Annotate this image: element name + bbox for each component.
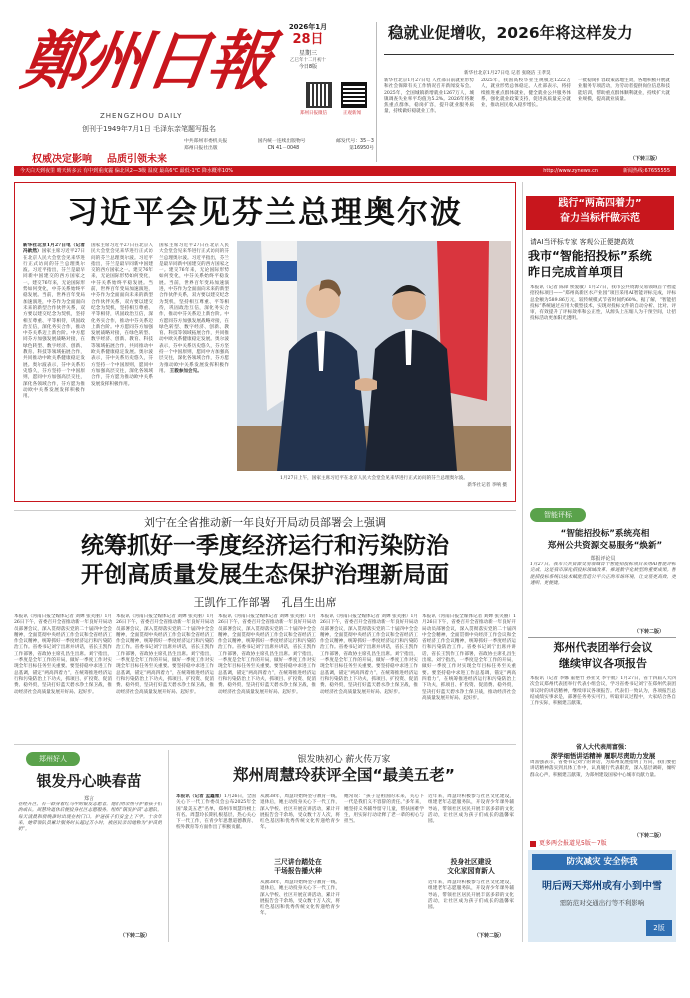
cn-number: CN 41－0048 (267, 146, 300, 151)
slogan (32, 150, 167, 165)
bottom-mid-sub2: 干场报告播火种 (274, 867, 322, 875)
qr-code-2 (341, 82, 367, 108)
cn-label: 国内统一连续出版物号 (257, 139, 306, 144)
lead-title: 习近平会见芬兰总理奥尔波 (67, 195, 463, 231)
founded-date: 创刊于1949年7月1日 (82, 125, 151, 133)
bottom-right-tag (532, 854, 672, 870)
founded-line (82, 124, 216, 134)
publisher: 中共郑州市委机关报 (184, 139, 228, 144)
right-news2-title (528, 640, 678, 672)
lead-photo (237, 241, 511, 471)
right-body: 本报讯（记者 陈锋 侯爱敏）1月27日，我市公共资源交易领域首个智能招投标项目——“郑州高新区水产业园”项目采用AI智能评标完成，评标总金额为589.86万元，较传统模式节省时间约60%。据了解，“智能招投标”系统通过应用大模型技术，实现对投标文件的自动分析、比对、评审，有效提升了评标效率和公正性，从源头上压缩人为干预空间，让招投标活动更加阳光透明。 (530, 285, 676, 322)
banner-line-1: 践行“两高四着力” (558, 198, 642, 209)
weather-strip (14, 166, 676, 176)
slogan-1: 权威决定影响 (32, 154, 92, 165)
right-sub-tag-text: 智能评标 (544, 511, 572, 519)
bottom-left-divider (168, 750, 169, 942)
mid-title-2: 开创高质量发展生态保护治理新局面 (81, 562, 449, 588)
bottom-left-more: （下转二版） (120, 933, 151, 939)
page-number-badge: 2版 (646, 920, 672, 936)
lunar-date: 乙巳年十二月初十 (290, 58, 326, 63)
right-sub-body: 1月27日，我市公共资源交易领域首个智能招投标项目采用AI智能评标完成，这是我市深化招投标领域改革、推进数字化转型的重要成果。智能招投标系统以技术赋能营造公平公正的市场环境，让交易更高效、更透明、更便捷。 (530, 562, 676, 586)
right-news2-title-2: 继续审议各项报告 (559, 657, 647, 670)
right-kicker: 请AI当评标专家 客观公正便捷高效 (530, 238, 634, 246)
mid-sub: 王凯作工作部署 孔昌生出席 (193, 596, 337, 609)
date-day: 28日 (292, 32, 324, 47)
photo-caption (241, 475, 507, 489)
mid-body-col-2: 本报讯（河南日报全媒体记者 刘婵 张笑丽）1月26日下午，省委召开全省推动新一年良好开局动员部署会议，深入贯彻落实党的二十届四中全会精神，全面贯彻中央经济工作会议和全省经济工作会议精神，统筹抓好一季度经济运行和污染防治工作。省委书记刘宁出席并讲话，省长王凯作工作部署，省政协主席孔昌生出席。刘宁指出，一季度是全年工作的开局，做好一季度工作对实现全年目标任务至关重要。要坚持稳中求进工作总基调，锚定“两高四着力”，在统筹推进经济运行和污染防治上下功夫，抓项目、扩投资、促消费、稳外贸，坚决打好蓝天碧水净土保卫战，推动经济社会高质量发展开好局、起好步。 (116, 614, 214, 695)
bottom-mid-sub3: 投身社区建设 (450, 858, 492, 866)
lead-body-col-2 (91, 243, 153, 495)
bottom-divider (14, 744, 516, 745)
news-hotline: 新闻热线:67655555 (622, 168, 670, 174)
bottom-mid-byline: 本报讯（记者 孟鑫雅） (176, 794, 224, 799)
photo-credit: 新华社记者 李响 摄 (467, 483, 507, 488)
qr-code-1 (306, 82, 332, 108)
page-count: 今日8版 (298, 64, 318, 70)
mid-body-col-3: 本报讯（河南日报全媒体记者 刘婵 张笑丽）1月26日下午，省委召开全省推动新一年良好开局动员部署会议，深入贯彻落实党的二十届四中全会精神，全面贯彻中央经济工作会议和全省经济工作会议精神，统筹抓好一季度经济运行和污染防治工作。省委书记刘宁出席并讲话，省长王凯作工作部署，省政协主席孔昌生出席。刘宁指出，一季度是全年工作的开局，做好一季度工作对实现全年目标任务至关重要。要坚持稳中求进工作总基调，锚定“两高四着力”，在统筹推进经济运行和污染防治上下功夫，抓项目、扩投资、促消费、稳外贸，坚决打好蓝天碧水净土保卫战，推动经济社会高质量发展开好局、起好步。 (218, 614, 316, 695)
bottom-left-tag (26, 752, 80, 766)
masthead-pinyin: ZHENGZHOU DAILY (100, 112, 183, 120)
bottom-left-body: 在经开区，有一群身着红马甲的银发志愿者，他们用余热守护着孩子们的成长。周慧玲退休后便投身社区志愿服务，组织“银发护苗”志愿队，每天清晨和傍晚准时出现在校门口，护送孩子们安全上下学。十余年来，她带领队员累计服务时长超过万小时，被居民亲切地称为“护苗奶奶”。 (18, 802, 162, 833)
website-url: http://www.zynews.cn (543, 168, 598, 174)
lead-body-cont-2: 国家主席习近平27日在北京人民大会堂会见来华进行正式访问的芬兰总理奥尔波。习近平指出，芬兰是最早同新中国建交的西方国家之一。建交76年来，无论国际形势如何变化，中芬关系始终平稳发展。当前，世界百年变局加速演进，中芬作为全面面向未来的新型合作伙伴关系，双方要以建交纪念为契机，坚持相互尊重、平等相待，巩固政治互信，深化务实合作，推动中芬关系迈上新台阶。中方愿同芬方加强发展战略对接，在绿色转型、数字经济、创新、教育、科技等领域拓展合作，共同推动中欧关系健康稳定发展。奥尔波表示，芬中关系历史悠久，芬方坚持一个中国原则，愿同中方加强高层交往，深化各领域合作，芬方愿为推动欧中关系发展发挥积极作用。 (159, 243, 229, 374)
vertical-divider (522, 182, 523, 942)
qr1-label: 郑州日报微信 (300, 111, 327, 116)
bottom-mid-col1-text: 1月26日，全国关心下一代工作委员会公布2025年全国“最美五老”名单，郑州市周慧玲榜上有名。周慧玲长期扎根基层，热心关心下一代工作，在青少年思想道德教育、校外教育等方面作出了积极贡献。 (176, 794, 256, 831)
right-news3-head (530, 742, 676, 760)
top-right-col-3: 一批稳岗扩容政策落地生效，各地积极开展就业服务专项活动，为劳动者提供岗位信息和技能培训，帮助重点群体顺利就业，持续扩大就业规模，提高就业质量。 (578, 78, 670, 102)
right-news2-body: 本报讯（记者 李娜 董艳竹 孙亚文 李宇航）1月27日，省十四届人大四次会议郑州代表团举行代表小组会议，学习省委书记刘宁在郑州代表团审议时的讲话精神，继续审议各项报告。代表们一致认为，各项报告总结成绩实事求是，部署任务务实可行，听取审议过程中，大家结合各自工作实际，积极建言献策。 (530, 676, 676, 707)
lead-dateline: 新华社北京1月27日电（记者 冯歆然） (23, 243, 85, 255)
bottom-right-title: 明后两天郑州或有小到中雪 (542, 881, 662, 892)
mid-title-1: 统筹抓好一季度经济运行和污染防治 (81, 533, 449, 559)
bottom-left-title: 银发丹心映春苗 (36, 772, 142, 790)
top-right-col-1: 新华社北京1月27日电 人社部日前就业形势和社会保障有关工作情况召开新闻发布会。2025年，全国城镇新增就业1267万人，城镇调查失业率平均值为5.2%。2026年将聚焦重点群体，稳岗扩容，提升就业服务质量，持续做好稳就业工作。 (384, 78, 474, 115)
right-news3-title: 深学细悟讲话精神 履职尽责助力发展 (550, 752, 656, 760)
photo-caption-text: 1月27日上午，国家主席习近平在北京人民大会堂会见来华进行正式访问的芬兰总理奥尔波。 (280, 476, 468, 481)
bottom-mid-more: （下转二版） (474, 933, 505, 939)
top-right-story (384, 22, 674, 164)
lead-body-col-4 (159, 243, 229, 495)
founded-note: 毛泽东亲笔题写报名 (152, 125, 216, 133)
mid-body-col-4: 本报讯（河南日报全媒体记者 刘婵 张笑丽）1月26日下午，省委召开全省推动新一年良好开局动员部署会议，深入贯彻落实党的二十届四中全会精神，全面贯彻中央经济工作会议和全省经济工作会议精神，统筹抓好一季度经济运行和污染防治工作。省委书记刘宁出席并讲话，省长王凯作工作部署，省政协主席孔昌生出席。刘宁指出，一季度是全年工作的开局，做好一季度工作对实现全年目标任务至关重要。要坚持稳中求进工作总基调，锚定“两高四着力”，在统筹推进经济运行和污染防治上下功夫，抓项目、扩投资、促消费、稳外贸，坚决打好蓝天碧水净土保卫战，推动经济社会高质量发展开好局、起好步。 (320, 614, 418, 695)
bottom-mid-col-2a: 从教38年，周慧玲始终坚守教育一线。退休后，她主动投身关心下一代工作，深入学校、社区开展宣讲活动，累计开展报告会千余场，受众数十万人次，将红色基因和优秀传统文化传递给青少年。 (260, 794, 340, 831)
right-news2-title-1: 郑州代表团举行会议 (553, 641, 653, 654)
lead-body-cont: 国家主席习近平27日在北京人民大会堂会见来华进行正式访问的芬兰总理奥尔波。习近平指出，芬兰是最早同新中国建交的西方国家之一。建交76年来，无论国际形势如何变化，中芬关系始终平稳发展。当前，世界百年变局加速演进，中芬作为全面面向未来的新型合作伙伴关系，双方要以建交纪念为契机，坚持相互尊重、平等相待，巩固政治互信，深化务实合作，推动中芬关系迈上新台阶。中方愿同芬方加强发展战略对接，在绿色转型、数字经济、创新、教育、科技等领域拓展合作，共同推动中欧关系健康稳定发展。奥尔波表示，芬中关系历史悠久，芬方坚持一个中国原则，愿同中方加强高层交往，深化各领域合作，芬方愿为推动欧中关系发展发挥积极作用。 (91, 243, 153, 387)
issue-number: 第16950号 (349, 146, 374, 151)
bottom-right-box (528, 850, 676, 942)
right-title-1: 我市“智能招投标”系统 (528, 249, 652, 263)
bottom-right-sub: 需防范对交通出行等不利影响 (559, 899, 645, 907)
bottom-mid-title: 郑州周慧玲获评全国“最美五老” (233, 766, 455, 784)
arrow-icon (530, 841, 536, 847)
right-news3-more: （下转二版） (634, 833, 665, 839)
bottom-mid-col-4b: 近年来，周慧玲积极参与社区文化建设，组建老年志愿服务队，开设青少年课外辅导站，带领社区居民开展丰富多彩的文化活动，让社区成为孩子们成长的温馨家园。 (428, 880, 514, 911)
right-sub-tag (530, 508, 586, 522)
mid-body-col-1: 本报讯（河南日报全媒体记者 刘婵 张笑丽）1月26日下午，省委召开全省推动新一年良好开局动员部署会议，深入贯彻落实党的二十届四中全会精神，全面贯彻中央经济工作会议和全省经济工作会议精神，统筹抓好一季度经济运行和污染防治工作。省委书记刘宁出席并讲话，省长王凯作工作部署，省政协主席孔昌生出席。刘宁指出，一季度是全年工作的开局，做好一季度工作对实现全年目标任务至关重要。要坚持稳中求进工作总基调，锚定“两高四着力”，在统筹推进经济运行和污染防治上下功夫，抓项目、扩投资、促消费、稳外贸，坚决打好蓝天碧水净土保卫战，推动经济社会高质量发展开好局、起好步。 (14, 614, 112, 695)
qr2-label: 正观新闻 (343, 111, 361, 116)
banner-line-2: 奋力当标杆做示范 (560, 213, 640, 224)
lead-author-note: 王毅参加会见。 (169, 368, 202, 374)
right-title-2: 昨日完成首单项目 (528, 265, 625, 279)
lead-body: 国家主席习近平27日在北京人民大会堂会见来华进行正式访问的芬兰总理奥尔波。习近平指出，芬兰是最早同新中国建交的西方国家之一。建交76年来，无论国际形势如何变化，中芬关系始终平稳发展。当前，世界百年变局加速演进，中芬作为全面面向未来的新型合作伙伴关系，双方要以建交纪念为契机，坚持相互尊重、平等相待，巩固政治互信，深化务实合作，推动中芬关系迈上新台阶。中方愿同芬方加强发展战略对接，在绿色转型、数字经济、创新、教育、科技等领域拓展合作，共同推动中欧关系健康稳定发展。奥尔波表示，芬中关系历史悠久，芬方坚持一个中国原则，愿同中方加强高层交往，深化各领域合作，芬方愿为推动欧中关系发展发挥积极作用。 (23, 249, 85, 400)
slogan-2: 品质引领未来 (106, 154, 167, 165)
date-block (282, 22, 334, 70)
bottom-mid-sub4: 文化家园育新人 (447, 867, 495, 875)
mid-title (14, 532, 516, 590)
weather-text: 今天白天到夜里 晴天转多云 有中到重度霾 偏北风2—3级 温度 最高6℃ 最低-1℃ 降水概率10% (20, 168, 234, 174)
lead-story (14, 182, 516, 502)
bottom-mid-col-1 (176, 794, 256, 932)
website-label: 郑州日报社出版 (184, 146, 218, 151)
right-sub-more: （下转二版） (634, 629, 665, 635)
mid-divider-top (14, 510, 516, 511)
top-right-title: 稳就业促增收，2026年将这样发力 (388, 24, 633, 42)
bottom-left-tag-text: 郑州好人 (39, 755, 67, 763)
lead-photo-image (237, 241, 511, 471)
bottom-mid-sub1: 三尺讲台踏处在 (274, 858, 322, 866)
bottom-right-tag-text: 防灾减灾 安全你我 (566, 857, 638, 867)
bottom-left-byline: 郑言 (83, 796, 94, 802)
right-divider-1 (528, 637, 676, 638)
bottom-mid-subtitle-2 (428, 858, 514, 876)
right-sub-byline: 郑报评论员 (590, 556, 616, 562)
weekday: 星期三 (298, 50, 317, 57)
masthead-title: 鄭州日報 (16, 24, 276, 99)
bottom-mid-kicker: 银发映初心 薪火传万家 (297, 755, 391, 765)
mid-body-col-5: 本报讯（河南日报全媒体记者 刘婵 张笑丽）1月26日下午，省委召开全省推动新一年良好开局动员部署会议，深入贯彻落实党的二十届四中全会精神，全面贯彻中央经济工作会议和全省经济工作会议精神，统筹抓好一季度经济运行和污染防治工作。省委书记刘宁出席并讲话，省长王凯作工作部署，省政协主席孔昌生出席。刘宁指出，一季度是全年工作的开局，做好一季度工作对实现全年目标任务至关重要。要坚持稳中求进工作总基调，锚定“两高四着力”，在统筹推进经济运行和污染防治上下功夫，抓项目、扩投资、促消费、稳外贸，坚决打好蓝天碧水净土保卫战，推动经济社会高质量发展开好局、起好步。 (422, 614, 516, 701)
right-title (528, 248, 678, 280)
right-sub-title-1: “智能招投标”系统亮相 (560, 529, 650, 539)
mid-kicker: 刘宁在全省推动新一年良好开局动员部署会上强调 (144, 516, 386, 529)
bottom-mid-col-3: 她常说：“孩子是祖国的未来，关心下一代是我们义不容辞的责任。”多年来，她坚持义务辅导留守儿童，帮扶困难学生，用实际行动诠释了老一辈的初心与担当。 (344, 794, 424, 825)
right-news3-body: 周富强表示，省委书记刘宁的讲话，为郑州发展指明了方向，我们要把讲话精神落实到具体工作中，认真履行代表职责，深入基层调研，倾听群众心声，积极建言献策，为郑州建设国家中心城市贡献力量。 (530, 760, 676, 778)
masthead-divider (376, 22, 377, 162)
top-right-more: （下转三版） (630, 156, 661, 162)
publisher-block (184, 138, 374, 152)
bottom-mid-col-4a: 近年来，周慧玲积极参与社区文化建设，组建老年志愿服务队，开设青少年课外辅导站，带领社区居民开展丰富多彩的文化活动，让社区成为孩子们成长的温馨家园。 (428, 794, 514, 825)
bottom-mid-col-2b: 从教38年，周慧玲始终坚守教育一线。退休后，她主动投身关心下一代工作，深入学校、社区开展宣讲活动，累计开展报告会千余场，受众数十万人次，将红色基因和优秀传统文化传递给青少年。 (260, 880, 340, 917)
code-label: 邮发代号：35－3 (336, 139, 374, 144)
top-right-col-2: 2025年，我国高校毕业生规模达1222万人，就业形势总体稳定。人社部表示，将持续推进重点群体就业，健全就业公共服务体系，强化就业政策支持，促进高质量充分就业，推动居民收入稳步增长。 (481, 78, 571, 109)
right-more-link-text: 更多两会报道见5版～7版 (539, 840, 607, 847)
right-banner (526, 196, 674, 230)
right-sub-title (530, 528, 680, 552)
top-right-byline: 新华社北京1月27日电 记者 张晓洁 王孝昊 (464, 71, 551, 76)
right-more-link[interactable] (530, 838, 676, 847)
date-year: 2026年1月 (288, 23, 328, 31)
right-news3-kicker: 省人大代表周富强： (575, 744, 630, 751)
lead-body-col-1 (23, 243, 85, 495)
right-sub-title-2: 郑州公共资源交易服务“焕新” (547, 541, 663, 551)
bottom-mid-subtitle-1 (258, 858, 338, 876)
